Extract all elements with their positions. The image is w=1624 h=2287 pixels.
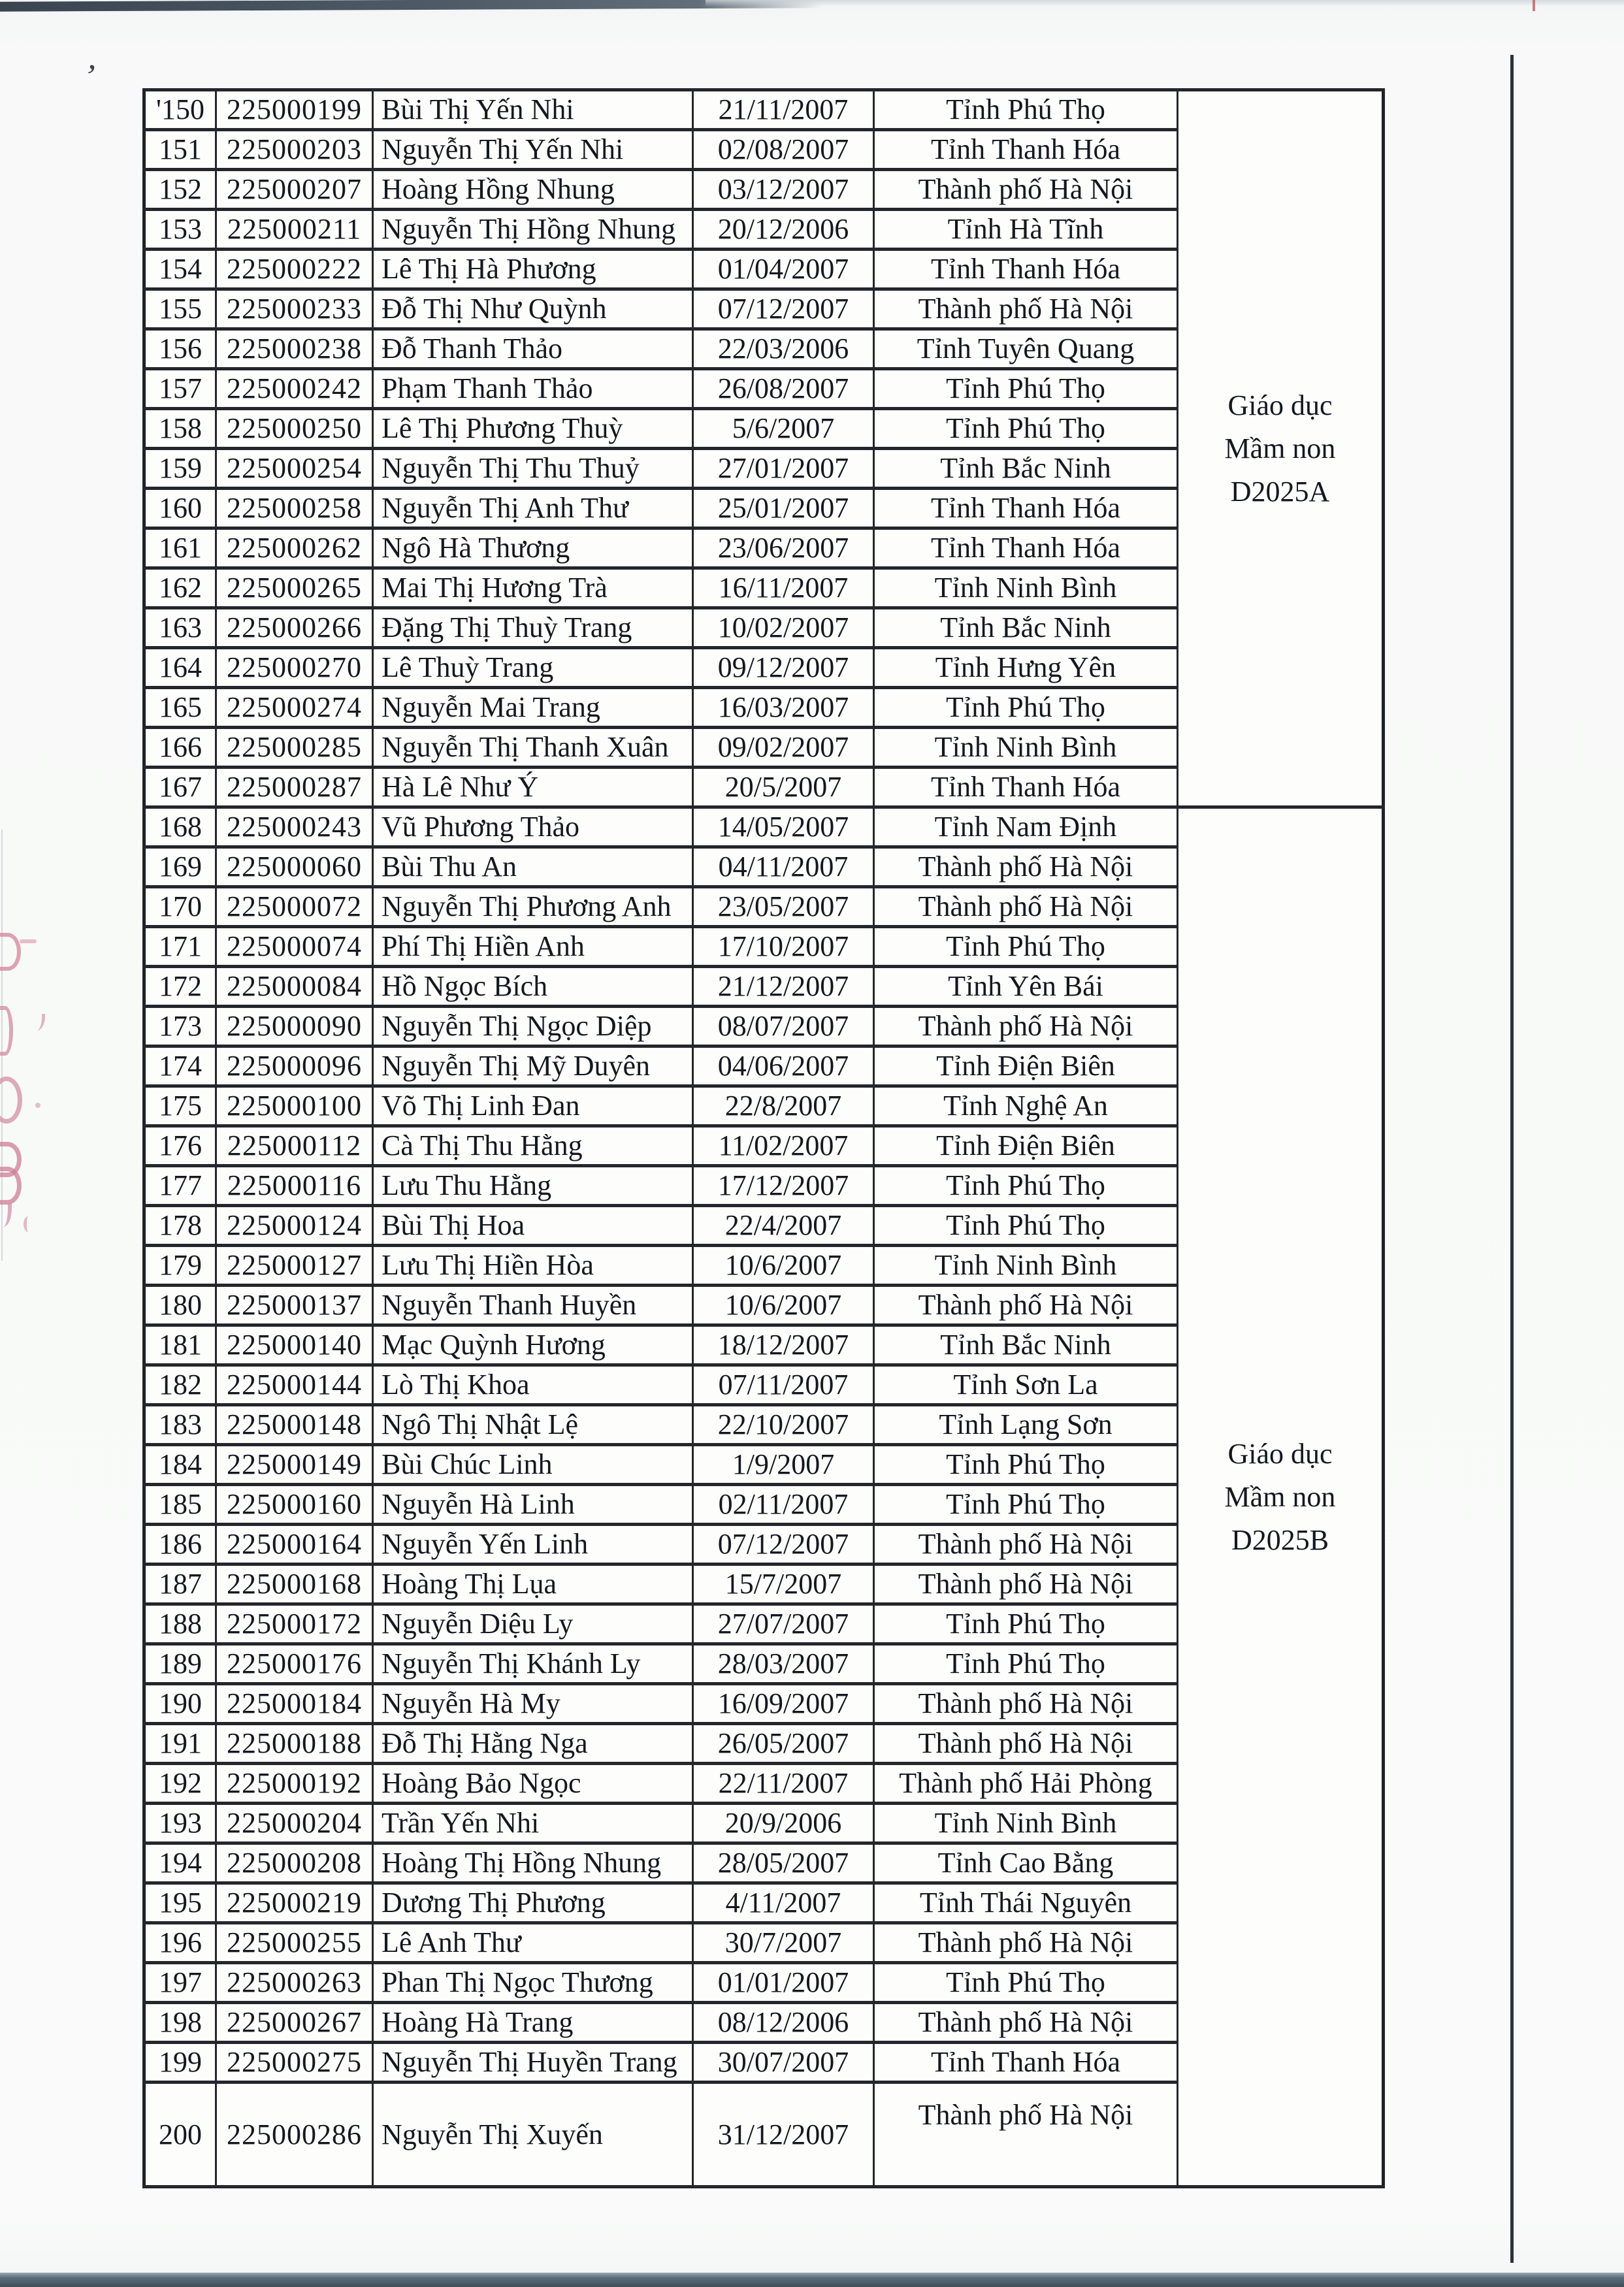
birthdate-cell: 10/6/2007 bbox=[693, 1286, 874, 1325]
row-number-cell: 186 bbox=[144, 1525, 216, 1565]
candidate-id-cell: 225000265 bbox=[216, 568, 373, 608]
birthdate-cell: 22/4/2007 bbox=[693, 1206, 874, 1246]
row-number-cell: 176 bbox=[144, 1126, 216, 1166]
birthplace-cell: Thành phố Hà Nội bbox=[874, 2003, 1178, 2043]
birthplace-cell: Tỉnh Phú Thọ bbox=[874, 1644, 1178, 1684]
candidate-name-cell: Bùi Thị Yến Nhi bbox=[373, 90, 693, 130]
birthdate-cell: 04/06/2007 bbox=[693, 1046, 874, 1086]
birthplace-cell: Tỉnh Tuyên Quang bbox=[874, 329, 1178, 369]
candidate-name-cell: Hà Lê Như Ý bbox=[373, 768, 693, 807]
candidate-name-cell: Hoàng Thị Lụa bbox=[373, 1565, 693, 1604]
birthdate-cell: 17/10/2007 bbox=[693, 927, 874, 967]
row-number-cell: 181 bbox=[144, 1325, 216, 1365]
row-number-cell: 183 bbox=[144, 1405, 216, 1445]
candidate-name-cell: Bùi Chúc Linh bbox=[373, 1445, 693, 1485]
birthplace-cell: Tỉnh Yên Bái bbox=[874, 967, 1178, 1007]
row-number-cell: 159 bbox=[144, 449, 216, 489]
birthplace-cell: Tỉnh Thanh Hóa bbox=[874, 130, 1178, 170]
candidate-id-cell: 225000116 bbox=[216, 1166, 373, 1206]
row-number-cell: 200 bbox=[144, 2083, 216, 2187]
candidate-name-cell: Nguyễn Thanh Huyền bbox=[373, 1286, 693, 1325]
birthdate-cell: 10/02/2007 bbox=[693, 608, 874, 648]
birthdate-cell: 28/03/2007 bbox=[693, 1644, 874, 1684]
candidate-id-cell: 225000238 bbox=[216, 329, 373, 369]
candidate-id-cell: 225000267 bbox=[216, 2003, 373, 2043]
row-number-cell: 174 bbox=[144, 1046, 216, 1086]
row-number-cell: 188 bbox=[144, 1604, 216, 1644]
candidate-name-cell: Đỗ Thị Hằng Nga bbox=[373, 1724, 693, 1764]
birthdate-cell: 26/05/2007 bbox=[693, 1724, 874, 1764]
birthdate-cell: 16/09/2007 bbox=[693, 1684, 874, 1724]
row-number-cell: 169 bbox=[144, 847, 216, 887]
candidate-id-cell: 225000270 bbox=[216, 648, 373, 688]
candidate-name-cell: Phạm Thanh Thảo bbox=[373, 369, 693, 409]
student-table-body bbox=[144, 90, 1384, 2187]
candidate-id-cell: 225000243 bbox=[216, 807, 373, 847]
table-row bbox=[144, 90, 1384, 130]
birthdate-cell: 16/03/2007 bbox=[693, 688, 874, 728]
row-number-cell: 178 bbox=[144, 1206, 216, 1246]
candidate-name-cell: Dương Thị Phương bbox=[373, 1883, 693, 1923]
row-number-cell: 155 bbox=[144, 289, 216, 329]
birthdate-cell: 28/05/2007 bbox=[693, 1843, 874, 1883]
candidate-name-cell: Nguyễn Mai Trang bbox=[373, 688, 693, 728]
candidate-name-cell: Nguyễn Thị Xuyến bbox=[373, 2083, 693, 2187]
row-number-cell: '150 bbox=[144, 90, 216, 130]
birthplace-cell: Tỉnh Phú Thọ bbox=[874, 1166, 1178, 1206]
birthplace-cell: Thành phố Hà Nội bbox=[874, 1286, 1178, 1325]
birthdate-cell: 20/5/2007 bbox=[693, 768, 874, 807]
birthplace-cell: Tỉnh Phú Thọ bbox=[874, 369, 1178, 409]
handwriting-artifact bbox=[0, 1006, 13, 1056]
candidate-name-cell: Nguyễn Hà My bbox=[373, 1684, 693, 1724]
birthplace-cell: Thành phố Hà Nội bbox=[874, 1684, 1178, 1724]
candidate-id-cell: 225000176 bbox=[216, 1644, 373, 1684]
row-number-cell: 168 bbox=[144, 807, 216, 847]
row-number-cell: 158 bbox=[144, 409, 216, 449]
birthplace-cell: Tỉnh Thanh Hóa bbox=[874, 528, 1178, 568]
birthplace-cell: Tỉnh Điện Biên bbox=[874, 1046, 1178, 1086]
candidate-id-cell: 225000275 bbox=[216, 2043, 373, 2083]
candidate-id-cell: 225000207 bbox=[216, 170, 373, 210]
row-number-cell: 166 bbox=[144, 728, 216, 768]
birthdate-cell: 5/6/2007 bbox=[693, 409, 874, 449]
birthplace-cell: Thành phố Hà Nội bbox=[874, 289, 1178, 329]
row-number-cell: 196 bbox=[144, 1923, 216, 1963]
candidate-id-cell: 225000184 bbox=[216, 1684, 373, 1724]
candidate-name-cell: Ngô Thị Nhật Lệ bbox=[373, 1405, 693, 1445]
birthplace-cell: Tỉnh Phú Thọ bbox=[874, 90, 1178, 130]
candidate-name-cell: Lê Thuỳ Trang bbox=[373, 648, 693, 688]
candidate-name-cell: Cà Thị Thu Hằng bbox=[373, 1126, 693, 1166]
candidate-id-cell: 225000188 bbox=[216, 1724, 373, 1764]
birthdate-cell: 21/12/2007 bbox=[693, 967, 874, 1007]
row-number-cell: 161 bbox=[144, 528, 216, 568]
row-number-cell: 151 bbox=[144, 130, 216, 170]
birthplace-cell: Tỉnh Thanh Hóa bbox=[874, 250, 1178, 289]
class-group-label-cell: Giáo dục Mầm non D2025B bbox=[1178, 807, 1384, 2187]
row-number-cell: 194 bbox=[144, 1843, 216, 1883]
birthdate-cell: 1/9/2007 bbox=[693, 1445, 874, 1485]
candidate-name-cell: Nguyễn Yến Linh bbox=[373, 1525, 693, 1565]
birthplace-cell: Tỉnh Nam Định bbox=[874, 807, 1178, 847]
row-number-cell: 189 bbox=[144, 1644, 216, 1684]
birthdate-cell: 17/12/2007 bbox=[693, 1166, 874, 1206]
scan-top-haze bbox=[706, 0, 1624, 7]
candidate-id-cell: 225000090 bbox=[216, 1007, 373, 1046]
row-number-cell: 164 bbox=[144, 648, 216, 688]
row-number-cell: 190 bbox=[144, 1684, 216, 1724]
row-number-cell: 157 bbox=[144, 369, 216, 409]
student-list-table bbox=[142, 88, 1385, 2188]
birthdate-cell: 4/11/2007 bbox=[693, 1883, 874, 1923]
birthplace-cell: Tỉnh Thanh Hóa bbox=[874, 768, 1178, 807]
candidate-name-cell: Nguyễn Hà Linh bbox=[373, 1485, 693, 1525]
row-number-cell: 170 bbox=[144, 887, 216, 927]
candidate-id-cell: 225000263 bbox=[216, 1963, 373, 2003]
birthdate-cell: 22/11/2007 bbox=[693, 1764, 874, 1804]
candidate-name-cell: Hoàng Thị Hồng Nhung bbox=[373, 1843, 693, 1883]
birthplace-cell: Thành phố Hà Nội bbox=[874, 1565, 1178, 1604]
birthdate-cell: 16/11/2007 bbox=[693, 568, 874, 608]
birthplace-cell: Thành phố Hà Nội bbox=[874, 1724, 1178, 1764]
candidate-name-cell: Lê Thị Phương Thuỳ bbox=[373, 409, 693, 449]
row-number-cell: 160 bbox=[144, 489, 216, 528]
birthplace-cell: Thành phố Hải Phòng bbox=[874, 1764, 1178, 1804]
candidate-id-cell: 225000160 bbox=[216, 1485, 373, 1525]
candidate-name-cell: Nguyễn Thị Yến Nhi bbox=[373, 130, 693, 170]
birthdate-cell: 08/07/2007 bbox=[693, 1007, 874, 1046]
scan-red-tick bbox=[1533, 0, 1535, 11]
candidate-id-cell: 225000204 bbox=[216, 1804, 373, 1843]
candidate-id-cell: 225000285 bbox=[216, 728, 373, 768]
birthdate-cell: 22/10/2007 bbox=[693, 1405, 874, 1445]
row-number-cell: 185 bbox=[144, 1485, 216, 1525]
handwriting-artifact bbox=[0, 1167, 22, 1205]
birthdate-cell: 27/07/2007 bbox=[693, 1604, 874, 1644]
candidate-id-cell: 225000203 bbox=[216, 130, 373, 170]
candidate-id-cell: 225000286 bbox=[216, 2083, 373, 2187]
birthplace-cell: Tỉnh Thanh Hóa bbox=[874, 2043, 1178, 2083]
birthdate-cell: 02/11/2007 bbox=[693, 1485, 874, 1525]
row-number-cell: 182 bbox=[144, 1365, 216, 1405]
candidate-name-cell: Nguyễn Thị Ngọc Diệp bbox=[373, 1007, 693, 1046]
row-number-cell: 154 bbox=[144, 250, 216, 289]
birthdate-cell: 14/05/2007 bbox=[693, 807, 874, 847]
handwriting-artifact bbox=[34, 1014, 45, 1031]
row-number-cell: 171 bbox=[144, 927, 216, 967]
birthplace-cell: Thành phố Hà Nội bbox=[874, 1923, 1178, 1963]
birthdate-cell: 20/12/2006 bbox=[693, 210, 874, 250]
birthplace-cell: Tỉnh Bắc Ninh bbox=[874, 449, 1178, 489]
birthplace-cell: Thành phố Hà Nội bbox=[874, 1525, 1178, 1565]
candidate-name-cell: Đỗ Thanh Thảo bbox=[373, 329, 693, 369]
candidate-name-cell: Nguyễn Thị Mỹ Duyên bbox=[373, 1046, 693, 1086]
birthdate-cell: 04/11/2007 bbox=[693, 847, 874, 887]
birthplace-cell: Tỉnh Hà Tĩnh bbox=[874, 210, 1178, 250]
birthdate-cell: 01/01/2007 bbox=[693, 1963, 874, 2003]
candidate-name-cell: Bùi Thu An bbox=[373, 847, 693, 887]
candidate-id-cell: 225000140 bbox=[216, 1325, 373, 1365]
birthplace-cell: Thành phố Hà Nội bbox=[874, 1007, 1178, 1046]
row-number-cell: 191 bbox=[144, 1724, 216, 1764]
birthdate-cell: 20/9/2006 bbox=[693, 1804, 874, 1843]
candidate-id-cell: 225000072 bbox=[216, 887, 373, 927]
handwriting-artifact bbox=[0, 933, 21, 971]
birthdate-cell: 22/03/2006 bbox=[693, 329, 874, 369]
birthplace-cell: Tỉnh Ninh Bình bbox=[874, 568, 1178, 608]
candidate-name-cell: Mạc Quỳnh Hương bbox=[373, 1325, 693, 1365]
candidate-id-cell: 225000164 bbox=[216, 1525, 373, 1565]
candidate-id-cell: 225000242 bbox=[216, 369, 373, 409]
birthdate-cell: 11/02/2007 bbox=[693, 1126, 874, 1166]
row-number-cell: 199 bbox=[144, 2043, 216, 2083]
row-number-cell: 172 bbox=[144, 967, 216, 1007]
candidate-id-cell: 225000060 bbox=[216, 847, 373, 887]
row-number-cell: 195 bbox=[144, 1883, 216, 1923]
birthplace-cell: Tỉnh Phú Thọ bbox=[874, 1963, 1178, 2003]
candidate-name-cell: Nguyễn Thị Khánh Ly bbox=[373, 1644, 693, 1684]
row-number-cell: 192 bbox=[144, 1764, 216, 1804]
candidate-name-cell: Phí Thị Hiền Anh bbox=[373, 927, 693, 967]
birthplace-cell: Tỉnh Sơn La bbox=[874, 1365, 1178, 1405]
candidate-name-cell: Nguyễn Thị Phương Anh bbox=[373, 887, 693, 927]
birthplace-cell: Tỉnh Bắc Ninh bbox=[874, 608, 1178, 648]
candidate-id-cell: 225000148 bbox=[216, 1405, 373, 1445]
candidate-name-cell: Lưu Thu Hằng bbox=[373, 1166, 693, 1206]
row-number-cell: 180 bbox=[144, 1286, 216, 1325]
birthdate-cell: 30/7/2007 bbox=[693, 1923, 874, 1963]
birthplace-cell: Tỉnh Thái Nguyên bbox=[874, 1883, 1178, 1923]
row-number-cell: 179 bbox=[144, 1246, 216, 1286]
candidate-name-cell: Đỗ Thị Như Quỳnh bbox=[373, 289, 693, 329]
birthdate-cell: 27/01/2007 bbox=[693, 449, 874, 489]
birthdate-cell: 30/07/2007 bbox=[693, 2043, 874, 2083]
candidate-id-cell: 225000255 bbox=[216, 1923, 373, 1963]
birthdate-cell: 23/05/2007 bbox=[693, 887, 874, 927]
row-number-cell: 184 bbox=[144, 1445, 216, 1485]
birthplace-cell: Tỉnh Phú Thọ bbox=[874, 1485, 1178, 1525]
row-number-cell: 198 bbox=[144, 2003, 216, 2043]
row-number-cell: 162 bbox=[144, 568, 216, 608]
class-group-label-cell: Giáo dục Mầm non D2025A bbox=[1178, 90, 1384, 807]
candidate-id-cell: 225000172 bbox=[216, 1604, 373, 1644]
handwriting-artifact bbox=[1, 1203, 12, 1227]
candidate-name-cell: Nguyễn Thị Thu Thuỷ bbox=[373, 449, 693, 489]
birthdate-cell: 10/6/2007 bbox=[693, 1246, 874, 1286]
birthplace-cell: Tỉnh Hưng Yên bbox=[874, 648, 1178, 688]
page-edge-vertical-line bbox=[1510, 55, 1514, 2263]
birthplace-cell: Tỉnh Lạng Sơn bbox=[874, 1405, 1178, 1445]
candidate-id-cell: 225000258 bbox=[216, 489, 373, 528]
row-number-cell: 177 bbox=[144, 1166, 216, 1206]
birthplace-cell: Thành phố Hà Nội bbox=[874, 887, 1178, 927]
candidate-name-cell: Hoàng Hà Trang bbox=[373, 2003, 693, 2043]
candidate-id-cell: 225000100 bbox=[216, 1086, 373, 1126]
row-number-cell: 197 bbox=[144, 1963, 216, 2003]
birthplace-cell: Tỉnh Bắc Ninh bbox=[874, 1325, 1178, 1365]
candidate-name-cell: Mai Thị Hương Trà bbox=[373, 568, 693, 608]
row-number-cell: 187 bbox=[144, 1565, 216, 1604]
candidate-name-cell: Phan Thị Ngọc Thương bbox=[373, 1963, 693, 2003]
candidate-id-cell: 225000096 bbox=[216, 1046, 373, 1086]
birthplace-cell: Thành phố Hà Nội bbox=[874, 847, 1178, 887]
candidate-name-cell: Nguyễn Thị Hồng Nhung bbox=[373, 210, 693, 250]
candidate-id-cell: 225000199 bbox=[216, 90, 373, 130]
birthplace-cell: Tỉnh Phú Thọ bbox=[874, 1445, 1178, 1485]
candidate-id-cell: 225000254 bbox=[216, 449, 373, 489]
row-number-cell: 175 bbox=[144, 1086, 216, 1126]
birthplace-cell: Tỉnh Phú Thọ bbox=[874, 688, 1178, 728]
birthplace-cell: Tỉnh Phú Thọ bbox=[874, 927, 1178, 967]
candidate-name-cell: Nguyễn Diệu Ly bbox=[373, 1604, 693, 1644]
birthplace-cell: Tỉnh Nghệ An bbox=[874, 1086, 1178, 1126]
birthplace-cell: Tỉnh Phú Thọ bbox=[874, 1604, 1178, 1644]
candidate-id-cell: 225000250 bbox=[216, 409, 373, 449]
birthdate-cell: 07/12/2007 bbox=[693, 289, 874, 329]
row-number-cell: 163 bbox=[144, 608, 216, 648]
candidate-name-cell: Vũ Phương Thảo bbox=[373, 807, 693, 847]
birthdate-cell: 02/08/2007 bbox=[693, 130, 874, 170]
birthplace-cell: Tỉnh Thanh Hóa bbox=[874, 489, 1178, 528]
candidate-id-cell: 225000211 bbox=[216, 210, 373, 250]
candidate-name-cell: Đặng Thị Thuỳ Trang bbox=[373, 608, 693, 648]
candidate-id-cell: 225000137 bbox=[216, 1286, 373, 1325]
row-number-cell: 193 bbox=[144, 1804, 216, 1843]
birthdate-cell: 09/12/2007 bbox=[693, 648, 874, 688]
candidate-id-cell: 225000287 bbox=[216, 768, 373, 807]
candidate-name-cell: Lê Anh Thư bbox=[373, 1923, 693, 1963]
birthdate-cell: 21/11/2007 bbox=[693, 90, 874, 130]
candidate-id-cell: 225000219 bbox=[216, 1883, 373, 1923]
handwriting-artifact bbox=[20, 939, 37, 943]
candidate-name-cell: Hoàng Hồng Nhung bbox=[373, 170, 693, 210]
birthdate-cell: 03/12/2007 bbox=[693, 170, 874, 210]
candidate-name-cell: Võ Thị Linh Đan bbox=[373, 1086, 693, 1126]
birthdate-cell: 26/08/2007 bbox=[693, 369, 874, 409]
candidate-name-cell: Nguyễn Thị Thanh Xuân bbox=[373, 728, 693, 768]
candidate-name-cell: Hoàng Bảo Ngọc bbox=[373, 1764, 693, 1804]
row-number-cell: 156 bbox=[144, 329, 216, 369]
candidate-name-cell: Lê Thị Hà Phương bbox=[373, 250, 693, 289]
birthdate-cell: 01/04/2007 bbox=[693, 250, 874, 289]
candidate-id-cell: 225000074 bbox=[216, 927, 373, 967]
birthdate-cell: 08/12/2006 bbox=[693, 2003, 874, 2043]
birthplace-cell: Tỉnh Ninh Bình bbox=[874, 1246, 1178, 1286]
candidate-id-cell: 225000208 bbox=[216, 1843, 373, 1883]
birthdate-cell: 15/7/2007 bbox=[693, 1565, 874, 1604]
birthdate-cell: 22/8/2007 bbox=[693, 1086, 874, 1126]
candidate-id-cell: 225000124 bbox=[216, 1206, 373, 1246]
birthplace-cell: Tỉnh Ninh Bình bbox=[874, 1804, 1178, 1843]
birthplace-cell: Thành phố Hà Nội bbox=[874, 2083, 1178, 2187]
row-number-cell: 165 bbox=[144, 688, 216, 728]
birthdate-cell: 31/12/2007 bbox=[693, 2083, 874, 2187]
row-number-cell: 153 bbox=[144, 210, 216, 250]
scan-bottom-bar bbox=[0, 2273, 1624, 2287]
row-number-cell: 167 bbox=[144, 768, 216, 807]
candidate-id-cell: 225000266 bbox=[216, 608, 373, 648]
candidate-id-cell: 225000192 bbox=[216, 1764, 373, 1804]
candidate-id-cell: 225000274 bbox=[216, 688, 373, 728]
candidate-name-cell: Ngô Hà Thương bbox=[373, 528, 693, 568]
candidate-id-cell: 225000168 bbox=[216, 1565, 373, 1604]
birthplace-cell: Tỉnh Phú Thọ bbox=[874, 1206, 1178, 1246]
birthplace-cell: Thành phố Hà Nội bbox=[874, 170, 1178, 210]
birthdate-cell: 18/12/2007 bbox=[693, 1325, 874, 1365]
birthdate-cell: 25/01/2007 bbox=[693, 489, 874, 528]
candidate-id-cell: 225000112 bbox=[216, 1126, 373, 1166]
candidate-name-cell: Lò Thị Khoa bbox=[373, 1365, 693, 1405]
scan-top-shadow-band bbox=[0, 0, 823, 12]
birthdate-cell: 07/11/2007 bbox=[693, 1365, 874, 1405]
candidate-name-cell: Nguyễn Thị Huyền Trang bbox=[373, 2043, 693, 2083]
candidate-name-cell: Hồ Ngọc Bích bbox=[373, 967, 693, 1007]
birthdate-cell: 07/12/2007 bbox=[693, 1525, 874, 1565]
candidate-id-cell: 225000233 bbox=[216, 289, 373, 329]
stray-apostrophe-mark: ’ bbox=[82, 57, 99, 96]
candidate-id-cell: 225000127 bbox=[216, 1246, 373, 1286]
candidate-name-cell: Nguyễn Thị Anh Thư bbox=[373, 489, 693, 528]
birthplace-cell: Tỉnh Ninh Bình bbox=[874, 728, 1178, 768]
handwriting-artifact bbox=[35, 1103, 41, 1108]
birthplace-cell: Tỉnh Cao Bằng bbox=[874, 1843, 1178, 1883]
handwriting-artifact bbox=[24, 1216, 33, 1232]
candidate-id-cell: 225000149 bbox=[216, 1445, 373, 1485]
birthdate-cell: 23/06/2007 bbox=[693, 528, 874, 568]
candidate-id-cell: 225000144 bbox=[216, 1365, 373, 1405]
birthdate-cell: 09/02/2007 bbox=[693, 728, 874, 768]
candidate-id-cell: 225000262 bbox=[216, 528, 373, 568]
row-number-cell: 152 bbox=[144, 170, 216, 210]
candidate-name-cell: Bùi Thị Hoa bbox=[373, 1206, 693, 1246]
birthplace-cell: Tỉnh Điện Biên bbox=[874, 1126, 1178, 1166]
row-number-cell: 173 bbox=[144, 1007, 216, 1046]
birthplace-cell: Tỉnh Phú Thọ bbox=[874, 409, 1178, 449]
table-row bbox=[144, 807, 1384, 847]
candidate-id-cell: 225000222 bbox=[216, 250, 373, 289]
candidate-id-cell: 225000084 bbox=[216, 967, 373, 1007]
handwriting-artifact bbox=[0, 1077, 22, 1124]
candidate-name-cell: Trần Yến Nhi bbox=[373, 1804, 693, 1843]
candidate-name-cell: Lưu Thị Hiền Hòa bbox=[373, 1246, 693, 1286]
